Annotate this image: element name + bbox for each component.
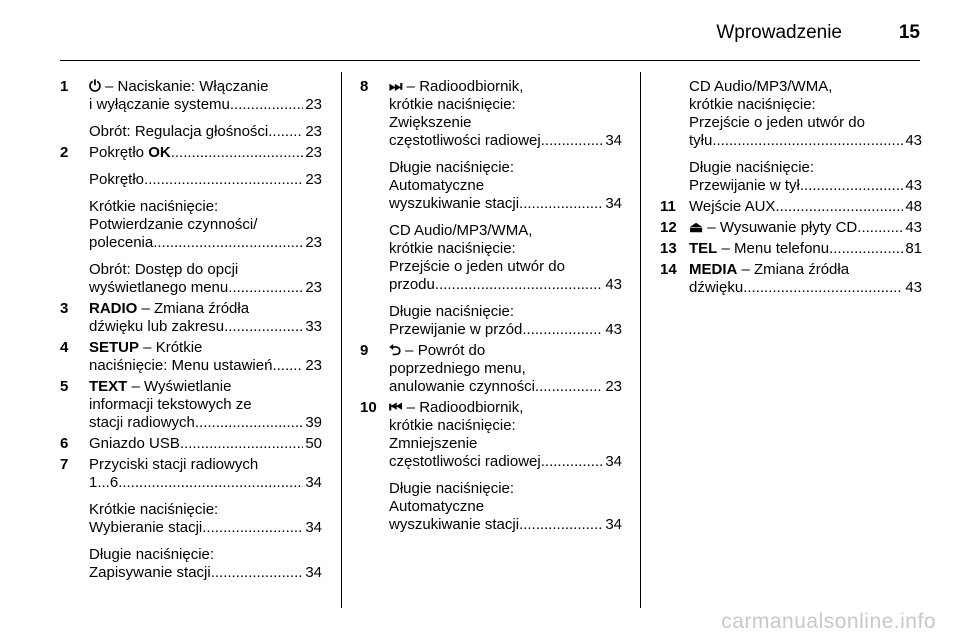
entry-label — [89, 123, 268, 141]
index-subentry — [89, 501, 322, 537]
entry-label — [89, 357, 272, 375]
entry-line: Długie naciśnięcie: — [89, 546, 215, 563]
index-subentry — [389, 342, 622, 396]
index-entry — [360, 399, 622, 534]
entry-text: – Wysuwanie płyty CD — [703, 219, 858, 236]
page-reference: 23 — [305, 357, 322, 374]
skip-back-icon: ⏮ — [389, 399, 403, 416]
entry-last-line — [389, 516, 622, 534]
page-title: Wprowadzenie — [716, 22, 842, 43]
entry-label — [389, 516, 519, 534]
entry-number: 5 — [60, 378, 69, 395]
entry-text: – Krótkie — [139, 339, 203, 356]
index-subentry — [89, 339, 322, 375]
entry-text: anulowanie czynności — [389, 378, 535, 395]
index-entry — [660, 240, 922, 258]
index-subentry — [89, 123, 322, 141]
page-header — [60, 22, 920, 46]
entry-text: i wyłączanie systemu — [89, 96, 230, 113]
back-icon: ⮌ — [389, 342, 402, 359]
entry-text: Obrót: Regulacja głośności — [89, 123, 269, 140]
entry-first-line — [689, 261, 922, 279]
entry-last-line — [689, 219, 922, 237]
entry-text: stacji radiowych — [89, 414, 195, 431]
entry-text: dźwięku — [689, 279, 744, 296]
entry-line: Automatyczne — [389, 177, 485, 194]
entry-text: Wybieranie stacji — [89, 519, 203, 536]
entry-line: poprzedniego menu, — [389, 360, 526, 377]
entry-last-line — [389, 321, 622, 339]
entry-line: krótkie naciśnięcie: — [689, 96, 816, 113]
entry-number: 2 — [60, 144, 69, 161]
page-reference: 39 — [305, 414, 322, 431]
control-name: MEDIA — [689, 261, 738, 278]
entry-label — [89, 144, 171, 162]
page-reference: 23 — [305, 171, 322, 188]
column-divider — [341, 72, 342, 608]
index-subentry — [89, 378, 322, 432]
entry-text: Wejście AUX — [689, 198, 776, 215]
index-entry — [660, 78, 922, 195]
index-subentry — [389, 159, 622, 213]
leader-dots — [153, 234, 303, 252]
index-subentry — [689, 219, 922, 237]
leader-dots — [171, 144, 304, 162]
page-reference: 23 — [605, 378, 622, 395]
entry-label — [89, 414, 195, 432]
entry-label — [389, 378, 535, 396]
page-reference: 23 — [305, 123, 322, 140]
header-rule — [60, 60, 920, 61]
index-subentry — [89, 171, 322, 189]
entry-last-line — [689, 177, 922, 195]
index-subentry — [89, 456, 322, 492]
entry-line: informacji tekstowych ze — [89, 396, 252, 413]
entry-line: Przejście o jeden utwór do — [389, 258, 565, 275]
page-reference: 43 — [905, 279, 922, 296]
entry-line: Krótkie naciśnięcie: — [89, 198, 219, 215]
page-reference: 23 — [305, 279, 322, 296]
entry-label — [389, 453, 541, 471]
entry-number: 13 — [660, 240, 677, 257]
entry-label — [389, 195, 519, 213]
control-name: OK — [148, 144, 171, 161]
entry-last-line — [89, 435, 322, 453]
index-subentry — [689, 78, 922, 150]
index-entry — [360, 78, 622, 339]
leader-dots — [180, 435, 303, 453]
entry-number: 12 — [660, 219, 677, 236]
entry-last-line — [89, 414, 322, 432]
entry-number: 10 — [360, 399, 377, 416]
leader-dots — [522, 321, 603, 339]
entry-last-line — [389, 195, 622, 213]
page-reference: 23 — [305, 144, 322, 161]
entry-text: Zapisywanie stacji — [89, 564, 211, 581]
entry-line: Zmniejszenie — [389, 435, 478, 452]
entry-last-line — [89, 318, 322, 336]
entry-last-line — [689, 279, 922, 297]
leader-dots — [829, 240, 903, 258]
leader-dots — [775, 198, 903, 216]
index-subentry — [89, 435, 322, 453]
entry-label — [689, 219, 857, 237]
entry-number: 1 — [60, 78, 69, 95]
entry-line: Obrót: Dostęp do opcji — [89, 261, 239, 278]
leader-dots — [224, 318, 303, 336]
entry-line: krótkie naciśnięcie: — [389, 96, 516, 113]
entry-label — [89, 519, 202, 537]
leader-dots — [519, 516, 603, 534]
index-entry — [360, 342, 622, 396]
index-subentry — [689, 198, 922, 216]
column-1 — [60, 78, 322, 585]
leader-dots — [535, 378, 603, 396]
entry-number: 7 — [60, 456, 69, 473]
index-subentry — [689, 261, 922, 297]
entry-line: CD Audio/MP3/WMA, — [689, 78, 833, 95]
entry-label — [689, 177, 800, 195]
entry-first-line — [389, 78, 622, 96]
entry-line: Długie naciśnięcie: — [389, 303, 515, 320]
leader-dots — [144, 171, 303, 189]
index-subentry — [89, 300, 322, 336]
leader-dots — [541, 453, 604, 471]
entry-label — [689, 279, 743, 297]
leader-dots — [195, 414, 303, 432]
page-reference: 50 — [305, 435, 322, 452]
watermark: carmanualsonline.info — [721, 610, 936, 633]
entry-last-line — [89, 519, 322, 537]
leader-dots — [519, 195, 603, 213]
entry-last-line — [389, 276, 622, 294]
index-entry — [660, 261, 922, 297]
entry-number: 4 — [60, 339, 69, 356]
entry-last-line — [89, 474, 322, 492]
entry-line: Krótkie naciśnięcie: — [89, 501, 219, 518]
entry-last-line — [389, 132, 622, 150]
entry-line: krótkie naciśnięcie: — [389, 417, 516, 434]
entry-text: Pokrętło — [89, 171, 145, 188]
control-name: SETUP — [89, 339, 140, 356]
page-reference: 34 — [605, 132, 622, 149]
entry-label — [89, 474, 118, 492]
entry-text: – Menu telefonu — [717, 240, 830, 257]
entry-text: polecenia — [89, 234, 154, 251]
entry-first-line — [389, 399, 622, 417]
entry-last-line — [389, 453, 622, 471]
entry-text: Przewijanie w przód — [389, 321, 523, 338]
entry-line: Długie naciśnięcie: — [389, 480, 515, 497]
entry-line: Zwiększenie — [389, 114, 472, 131]
index-subentry — [689, 240, 922, 258]
entry-number: 3 — [60, 300, 69, 317]
entry-text: Przewijanie w tył — [689, 177, 800, 194]
entry-label — [389, 276, 435, 294]
column-3 — [660, 78, 922, 300]
entry-label — [389, 132, 541, 150]
entry-first-line — [89, 378, 322, 396]
entry-number: 6 — [60, 435, 69, 452]
index-subentry — [389, 480, 622, 534]
index-subentry — [689, 159, 922, 195]
entry-text: – Radioodbiornik, — [402, 399, 524, 416]
entry-text: – Zmiana źródła — [137, 300, 250, 317]
page-reference: 34 — [605, 453, 622, 470]
entry-text: wyszukiwanie stacji — [389, 516, 520, 533]
page-reference: 34 — [605, 195, 622, 212]
entry-text: – Powrót do — [401, 342, 486, 359]
entry-text: 1...6 — [89, 474, 119, 491]
entry-text: wyświetlanego menu — [89, 279, 229, 296]
index-entry — [60, 144, 322, 297]
entry-text: częstotliwości radiowej — [389, 132, 541, 149]
leader-dots — [272, 357, 303, 375]
entry-label — [689, 198, 775, 216]
entry-last-line — [389, 378, 622, 396]
entry-line: krótkie naciśnięcie: — [389, 240, 516, 257]
entry-line: Automatyczne — [389, 498, 485, 515]
control-name: TEL — [689, 240, 718, 257]
entry-label — [89, 318, 224, 336]
entry-last-line — [89, 564, 322, 582]
leader-dots — [211, 564, 304, 582]
index-entry — [60, 378, 322, 432]
entry-text: tyłu — [689, 132, 713, 149]
index-subentry — [389, 303, 622, 339]
leader-dots — [743, 279, 903, 297]
control-name: TEXT — [89, 378, 128, 395]
entry-last-line — [89, 171, 322, 189]
entry-text: przodu — [389, 276, 435, 293]
page-reference: 43 — [905, 132, 922, 149]
entry-text: – Naciskanie: Włączanie — [100, 78, 269, 95]
index-entry — [60, 435, 322, 453]
page-reference: 43 — [605, 321, 622, 338]
index-subentry — [89, 78, 322, 114]
leader-dots — [800, 177, 903, 195]
entry-last-line — [89, 123, 322, 141]
entry-label — [389, 321, 522, 339]
entry-first-line — [389, 342, 622, 360]
index-subentry — [389, 222, 622, 294]
leader-dots — [118, 474, 303, 492]
control-name: RADIO — [89, 300, 138, 317]
entry-last-line — [89, 96, 322, 114]
index-entry — [60, 456, 322, 582]
entry-number: 9 — [360, 342, 369, 359]
leader-dots — [435, 276, 603, 294]
skip-forward-icon: ⏭ — [389, 78, 403, 95]
entry-line: Długie naciśnięcie: — [389, 159, 515, 176]
leader-dots — [202, 519, 303, 537]
entry-line: CD Audio/MP3/WMA, — [389, 222, 533, 239]
leader-dots — [541, 132, 604, 150]
entry-text: dźwięku lub zakresu — [89, 318, 225, 335]
index-entry — [60, 78, 322, 141]
entry-line: Długie naciśnięcie: — [689, 159, 815, 176]
entry-last-line — [89, 357, 322, 375]
page-number: 15 — [898, 22, 920, 43]
leader-dots — [230, 96, 303, 114]
page-reference: 33 — [305, 318, 322, 335]
entry-number: 14 — [660, 261, 677, 278]
entry-last-line — [689, 240, 922, 258]
entry-number: 8 — [360, 78, 369, 95]
index-subentry — [389, 399, 622, 471]
page-reference: 23 — [305, 96, 322, 113]
power-icon: ⏻ — [89, 78, 101, 95]
entry-label — [89, 279, 228, 297]
entry-text: – Radioodbiornik, — [402, 78, 524, 95]
entry-first-line — [89, 300, 322, 318]
entry-label — [689, 132, 712, 150]
entry-line: Potwierdzanie czynności/ — [89, 216, 258, 233]
entry-text: wyszukiwanie stacji — [389, 195, 520, 212]
column-2 — [360, 78, 622, 537]
entry-last-line — [89, 279, 322, 297]
entry-text: Pokrętło — [89, 144, 149, 161]
entry-text: – Wyświetlanie — [127, 378, 232, 395]
page-reference: 23 — [305, 234, 322, 251]
leader-dots — [268, 123, 303, 141]
index-subentry — [89, 198, 322, 252]
entry-line: Przejście o jeden utwór do — [689, 114, 865, 131]
entry-label — [89, 234, 153, 252]
entry-label — [89, 96, 230, 114]
entry-last-line — [689, 132, 922, 150]
page-reference: 43 — [905, 219, 922, 236]
entry-last-line — [89, 144, 322, 162]
page-reference: 48 — [905, 198, 922, 215]
entry-text: naciśnięcie: Menu ustawień — [89, 357, 273, 374]
page-reference: 43 — [605, 276, 622, 293]
entry-text: Gniazdo USB — [89, 435, 180, 452]
page-reference: 34 — [305, 564, 322, 581]
eject-icon: ⏏ — [689, 219, 704, 236]
entry-number: 11 — [660, 198, 676, 215]
index-subentry — [389, 78, 622, 150]
entry-text: – Zmiana źródła — [737, 261, 850, 278]
page-reference: 43 — [905, 177, 922, 194]
index-entry — [60, 300, 322, 336]
column-divider — [640, 72, 641, 608]
page-reference: 34 — [305, 474, 322, 491]
index-subentry — [89, 546, 322, 582]
page-reference: 81 — [905, 240, 922, 257]
leader-dots — [857, 219, 903, 237]
page-reference: 34 — [305, 519, 322, 536]
entry-text: częstotliwości radiowej — [389, 453, 541, 470]
entry-label — [89, 435, 180, 453]
page-reference: 34 — [605, 516, 622, 533]
entry-label — [689, 240, 829, 258]
entry-line: Przyciski stacji radiowych — [89, 456, 259, 473]
index-subentry — [89, 261, 322, 297]
entry-label — [89, 564, 211, 582]
index-entry — [60, 339, 322, 375]
leader-dots — [712, 132, 903, 150]
entry-first-line — [89, 78, 322, 96]
entry-first-line — [89, 339, 322, 357]
entry-last-line — [689, 198, 922, 216]
entry-label — [89, 171, 144, 189]
index-subentry — [89, 144, 322, 162]
entry-last-line — [89, 234, 322, 252]
leader-dots — [228, 279, 303, 297]
index-entry — [660, 198, 922, 216]
index-entry — [660, 219, 922, 237]
